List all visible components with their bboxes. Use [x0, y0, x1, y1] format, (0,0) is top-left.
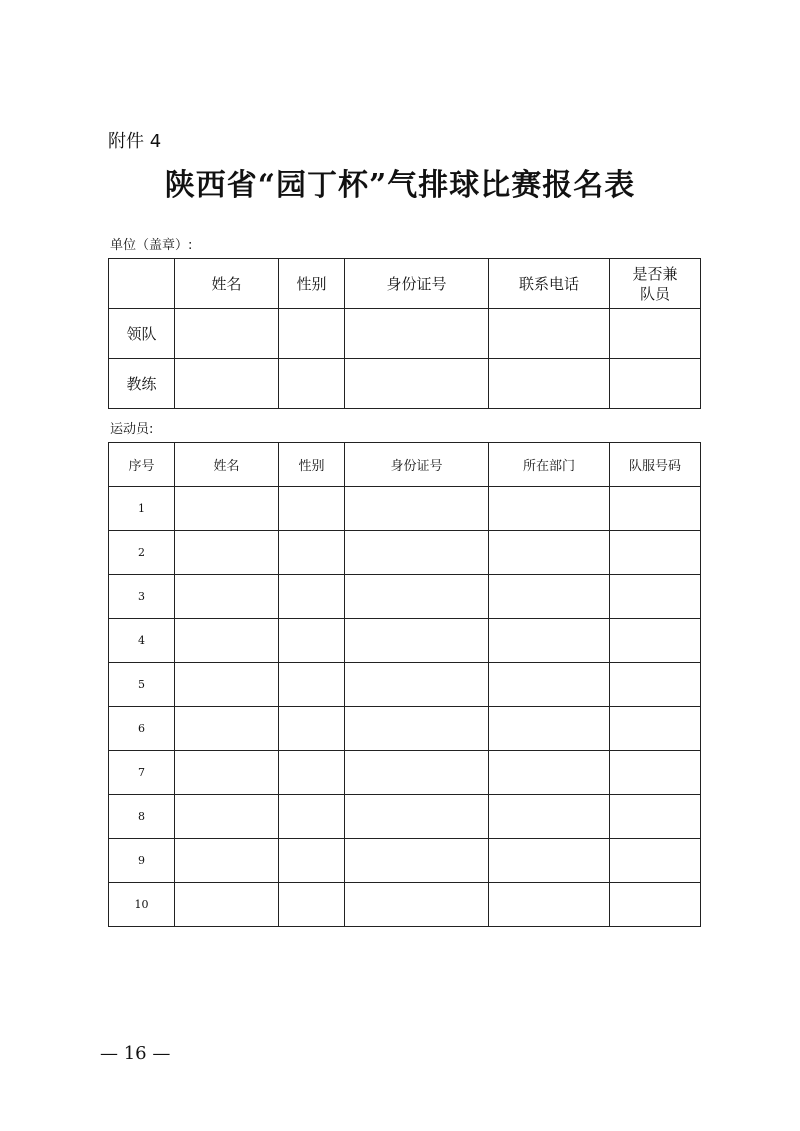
player-row — [109, 531, 701, 575]
gender-cell[interactable] — [279, 575, 345, 619]
also-player-cell[interactable] — [610, 309, 701, 359]
gender-cell[interactable] — [279, 619, 345, 663]
id-cell[interactable] — [345, 663, 489, 707]
name-cell[interactable] — [175, 795, 279, 839]
name-cell[interactable] — [175, 707, 279, 751]
gender-cell[interactable] — [279, 795, 345, 839]
seq-cell: 6 — [109, 707, 175, 751]
jersey-cell[interactable] — [610, 795, 701, 839]
jersey-cell[interactable] — [610, 839, 701, 883]
header-also-player-line2: 队员 — [639, 284, 670, 303]
jersey-cell[interactable] — [610, 531, 701, 575]
player-row — [109, 751, 701, 795]
gender-cell[interactable] — [279, 663, 345, 707]
name-cell[interactable] — [175, 309, 279, 359]
phone-cell[interactable] — [489, 359, 610, 409]
name-cell[interactable] — [175, 359, 279, 409]
name-cell[interactable] — [175, 751, 279, 795]
gender-cell[interactable] — [279, 487, 345, 531]
name-cell[interactable] — [175, 839, 279, 883]
staff-table-header — [109, 259, 701, 309]
player-row — [109, 663, 701, 707]
role-cell: 教练 — [109, 359, 175, 409]
department-cell[interactable] — [489, 751, 610, 795]
seq-cell: 2 — [109, 531, 175, 575]
jersey-cell[interactable] — [610, 663, 701, 707]
header-cell-id: 身份证号 — [345, 259, 489, 309]
id-cell[interactable] — [345, 795, 489, 839]
name-cell[interactable] — [175, 531, 279, 575]
header-cell-name: 姓名 — [175, 443, 279, 487]
staff-table — [108, 258, 701, 409]
staff-row-leader — [109, 309, 701, 359]
header-cell-empty — [109, 259, 175, 309]
id-cell[interactable] — [345, 531, 489, 575]
header-cell-also-player — [610, 259, 701, 309]
jersey-cell[interactable] — [610, 707, 701, 751]
gender-cell[interactable] — [279, 707, 345, 751]
department-cell[interactable] — [489, 663, 610, 707]
seq-cell: 7 — [109, 751, 175, 795]
department-cell[interactable] — [489, 795, 610, 839]
department-cell[interactable] — [489, 575, 610, 619]
jersey-cell[interactable] — [610, 619, 701, 663]
players-table-header — [109, 443, 701, 487]
id-cell[interactable] — [345, 619, 489, 663]
id-cell[interactable] — [345, 751, 489, 795]
gender-cell[interactable] — [279, 883, 345, 927]
player-row — [109, 575, 701, 619]
jersey-cell[interactable] — [610, 883, 701, 927]
id-cell[interactable] — [345, 707, 489, 751]
id-cell[interactable] — [345, 883, 489, 927]
name-cell[interactable] — [175, 487, 279, 531]
id-cell[interactable] — [345, 839, 489, 883]
department-cell[interactable] — [489, 531, 610, 575]
name-cell[interactable] — [175, 575, 279, 619]
seq-cell: 1 — [109, 487, 175, 531]
id-cell[interactable] — [345, 309, 489, 359]
gender-cell[interactable] — [279, 839, 345, 883]
players-label: 运动员: — [110, 422, 154, 437]
attachment-label: 附件 4 — [108, 131, 162, 152]
department-cell[interactable] — [489, 487, 610, 531]
gender-cell[interactable] — [279, 751, 345, 795]
player-row — [109, 487, 701, 531]
staff-row-coach — [109, 359, 701, 409]
department-cell[interactable] — [489, 839, 610, 883]
header-cell-phone: 联系电话 — [489, 259, 610, 309]
seq-cell: 3 — [109, 575, 175, 619]
name-cell[interactable] — [175, 663, 279, 707]
department-cell[interactable] — [489, 883, 610, 927]
header-cell-seq: 序号 — [109, 443, 175, 487]
phone-cell[interactable] — [489, 309, 610, 359]
id-cell[interactable] — [345, 359, 489, 409]
player-row — [109, 795, 701, 839]
name-cell[interactable] — [175, 883, 279, 927]
header-also-player-line1: 是否兼 — [632, 264, 678, 283]
jersey-cell[interactable] — [610, 751, 701, 795]
players-table — [108, 442, 701, 927]
gender-cell[interactable] — [279, 531, 345, 575]
jersey-cell[interactable] — [610, 487, 701, 531]
seq-cell: 4 — [109, 619, 175, 663]
header-cell-department: 所在部门 — [489, 443, 610, 487]
player-row — [109, 619, 701, 663]
gender-cell[interactable] — [279, 359, 345, 409]
header-cell-gender: 性别 — [279, 259, 345, 309]
header-cell-id: 身份证号 — [345, 443, 489, 487]
jersey-cell[interactable] — [610, 575, 701, 619]
player-row — [109, 707, 701, 751]
header-cell-name: 姓名 — [175, 259, 279, 309]
id-cell[interactable] — [345, 575, 489, 619]
id-cell[interactable] — [345, 487, 489, 531]
seq-cell: 8 — [109, 795, 175, 839]
unit-label: 单位（盖章）: — [110, 238, 193, 253]
seq-cell: 9 — [109, 839, 175, 883]
seq-cell: 5 — [109, 663, 175, 707]
header-cell-jersey: 队服号码 — [610, 443, 701, 487]
player-row — [109, 883, 701, 927]
name-cell[interactable] — [175, 619, 279, 663]
page-title: 陕西省“园丁杯”气排球比赛报名表 — [164, 168, 636, 203]
gender-cell[interactable] — [279, 309, 345, 359]
header-cell-gender: 性别 — [279, 443, 345, 487]
department-cell[interactable] — [489, 619, 610, 663]
player-row — [109, 839, 701, 883]
seq-cell: 10 — [109, 883, 175, 927]
department-cell[interactable] — [489, 707, 610, 751]
role-cell: 领队 — [109, 309, 175, 359]
also-player-cell[interactable] — [610, 359, 701, 409]
page-number: — 16 — — [100, 1043, 171, 1064]
